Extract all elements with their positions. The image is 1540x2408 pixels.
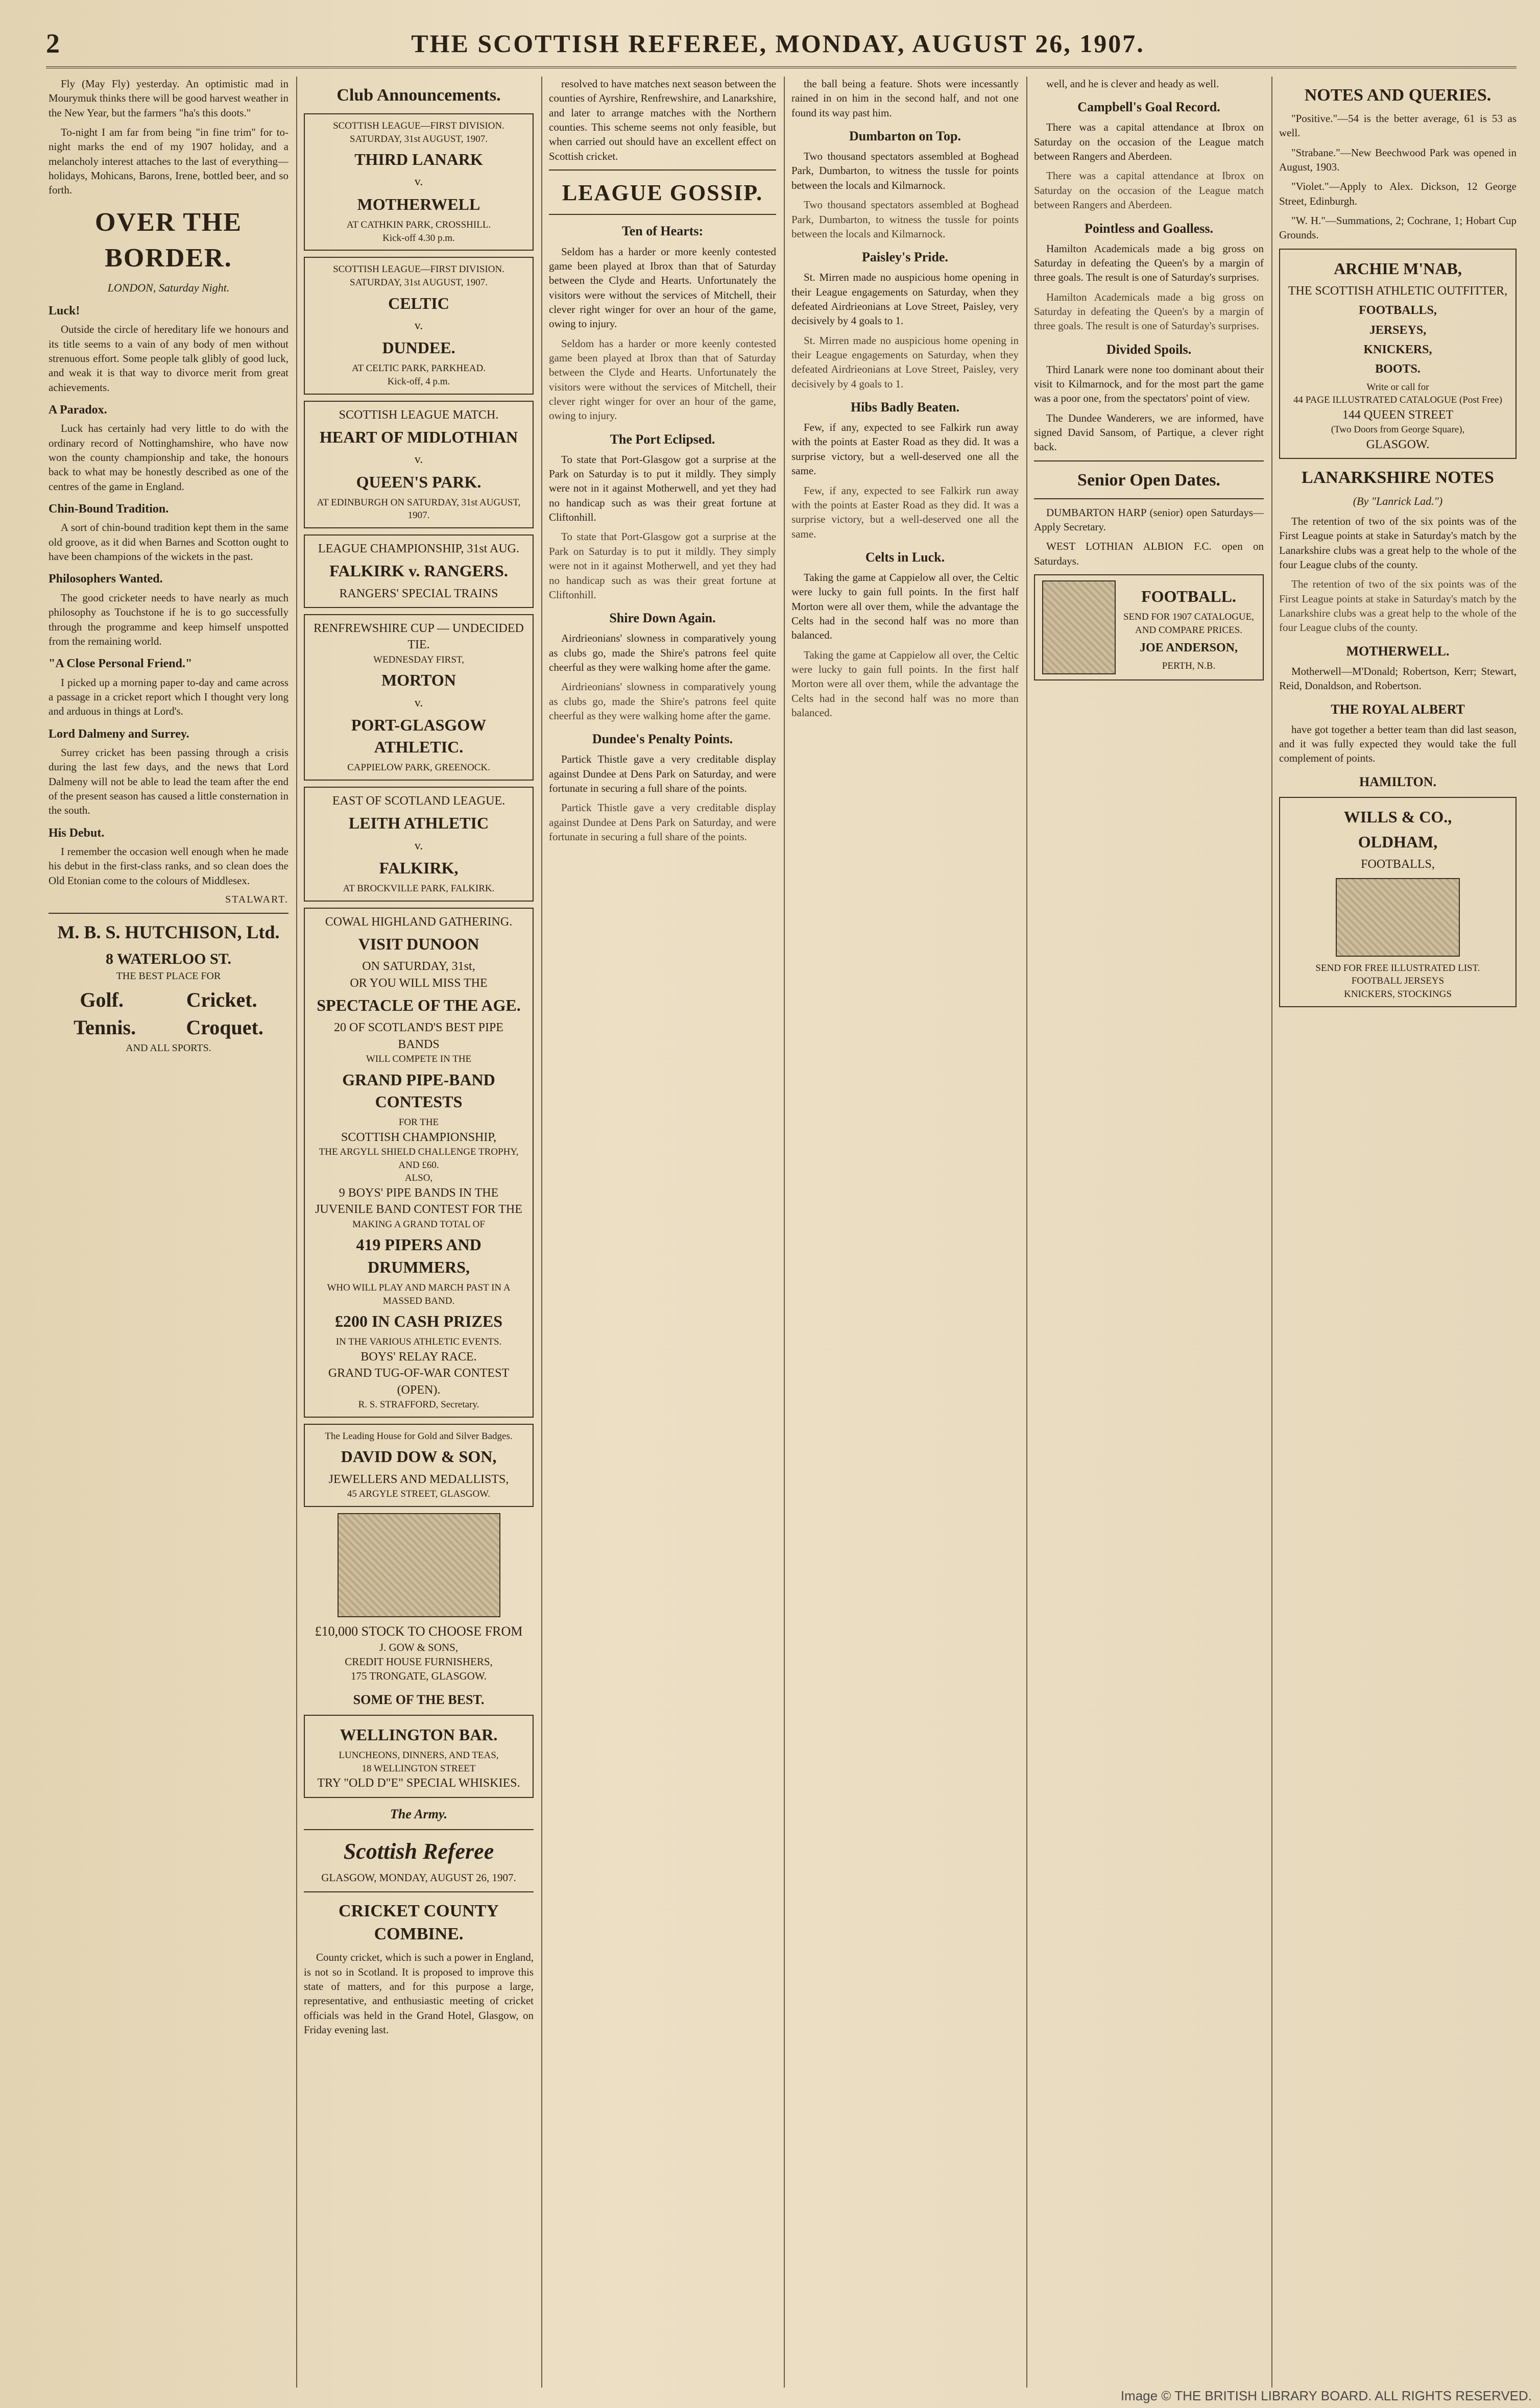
section-heading: Club Announcements. bbox=[336, 86, 501, 105]
section-heading: Dumbarton on Top. bbox=[849, 129, 961, 144]
column-2: Club Announcements. SCOTTISH LEAGUE—FIRST DIVISION. SATURDAY, 31st AUGUST, 1907. THIRD LANARK v. MOTHERWELL AT CATHKIN PARK, CROSSHILL. Kick-off 4.30 p.m. SCOTTISH LEAGUE—FIRST DIVISION. SATURDAY, 31st AUGUST, 1907. CELTIC v. DUNDEE. AT CELTIC PARK, PARKHEAD. Kick-off, 4 p.m. SCOTTISH LEAGUE MATCH. HEART OF MIDLOTHIAN v. QUEEN'S PARK. AT EDINBURGH ON SATURDAY, 31st AUGUST, 1907. LEAGUE CHAMPIONSHIP, 31st AUG. FALKIRK v. RANGERS. RANGERS' SPECIAL TRAINS RENFREWSHIRE CUP — UNDECIDED TIE. WEDNESDAY FIRST, MORTON v. PORT-GLASGOW ATHLETIC. CAPPIELOW PARK, GREENOCK. EAST OF SCOTLAND LEAGUE. LEITH ATHLETIC v. FALKIRK, AT BROCKVILLE PARK, FALKIRK. COWAL HIGHLAND GATHERING. VISIT DUNOON ON SATURDAY, 31st, OR YOU WILL MISS THE SPECTACLE OF THE AGE. 20 OF SCOTLAND'S BEST PIPE BANDS WILL COMPETE IN THE GRAND PIPE-BAND CONTESTS FOR THE SCOTTISH CHAMPIONSHIP, THE ARGYLL SHIELD CHALLENGE TROPHY, AND £60. ALSO, 9 BOYS' PIPE BANDS IN THE JUVENILE BAND CONTEST FOR THE MAKING A GRAND TOTAL OF 419 PIPERS AND DRUMMERS, WHO WILL PLAY AND MARCH PAST IN A MASSED BAND. £200 IN CASH PRIZES IN THE VARIOUS ATHLETIC EVENTS. BOYS' RELAY RACE. GRAND TUG-OF-WAR CONTEST (OPEN). R. S. STRAFFORD, Secretary. The Leading House for Gold and Silver Badges. DAVID DOW & SON, JEWELLERS AND MEDALLISTS, 45 ARGYLE STREET, GLASGOW. £10,000 STOCK TO CHOOSE FROM J. GOW & SONS, CREDIT HOUSE FURNISHERS, 175 TRONGATE, GLASGOW. SOME OF THE BEST. WELLINGTON BAR. LUNCHEONS, DINNERS, AND TEAS, 18 WELLINGTON STREET TRY "OLD D"E" SPECIAL WHISKIES. The Army. Scottish Referee GLASGOW, MONDAY, AUGUST 26, 1907. CRICKET COUNTY COMBINE. County cricket, which is such a power in England, is not so in Scotland. It is proposed to improve this state of matters, and for this purpose a large, representative, and enthusiastic meeting of cricket officials was held in the Grand Hotel, Glasgow, on Friday evening last. bbox=[304, 77, 534, 2388]
column-rule bbox=[784, 77, 785, 2388]
ad-footer: AND ALL SPORTS. bbox=[126, 1042, 211, 1054]
dateline: LONDON, Saturday Night. bbox=[107, 281, 230, 295]
paragraph: To state that Port-Glasgow got a surprise at the Park on Saturday is to put it mildly. They simply were not in it against Motherwell, and yet they had no handicap such as was their great fortune at Cliftonhill. bbox=[549, 530, 776, 601]
article-heading: OVER THE BORDER. bbox=[94, 207, 243, 273]
fixture-box: RENFREWSHIRE CUP — UNDECIDED TIE. WEDNESDAY FIRST, MORTON v. PORT-GLASGOW ATHLETIC. CAPPIELOW PARK, GREENOCK. bbox=[304, 614, 534, 781]
paragraph: WEST LOTHIAN ALBION F.C. open on Saturdays. bbox=[1034, 540, 1264, 567]
article-heading: LEAGUE GOSSIP. bbox=[562, 180, 763, 206]
paragraph: A sort of chin-bound tradition kept them in the same old groove, as it did when Barnes and Scotton ought to have been champions of the wickets in the past. bbox=[49, 521, 288, 563]
fixture-box: EAST OF SCOTLAND LEAGUE. LEITH ATHLETIC v. FALKIRK, AT BROCKVILLE PARK, FALKIRK. bbox=[304, 787, 534, 902]
masthead bbox=[46, 20, 1517, 68]
paragraph: Taking the game at Cappielow all over, the Celtic were lucky to gain full points. In the first half Morton were all over them, while the advantage the Celts had in the second half was no more than balanced. bbox=[791, 571, 1019, 642]
column-rule bbox=[1026, 77, 1027, 2388]
furniture-illustration bbox=[338, 1513, 500, 1617]
column-rule bbox=[1271, 77, 1272, 2388]
section-heading: Hibs Badly Beaten. bbox=[850, 400, 960, 415]
paragraph: Few, if any, expected to see Falkirk run away with the points at Easter Road as they did. It was a surprise victory, but a well-deserved one all the same. bbox=[791, 484, 1019, 540]
section-heading: Ten of Hearts: bbox=[621, 224, 704, 239]
paragraph: have got together a better team than did last season, and it was fully expected they would take the full complement of points. bbox=[1279, 723, 1517, 765]
section-heading: Celts in Luck. bbox=[865, 549, 945, 565]
section-heading: Senior Open Dates. bbox=[1077, 470, 1220, 490]
section-heading: Luck! bbox=[49, 304, 80, 318]
column-rule bbox=[541, 77, 542, 2388]
paragraph: There was a capital attendance at Ibrox on Saturday on the occasion of the League match between Rangers and Aberdeen. bbox=[1034, 121, 1264, 163]
query: "Violet."—Apply to Alex. Dickson, 12 George Street, Edinburgh. bbox=[1279, 180, 1517, 207]
paragraph: DUMBARTON HARP (senior) open Saturdays—Apply Secretary. bbox=[1034, 506, 1264, 533]
hutchison-ad bbox=[49, 920, 288, 1055]
ad-name: M. B. S. HUTCHISON, Ltd. bbox=[57, 922, 280, 943]
section-heading: The Port Eclipsed. bbox=[610, 431, 715, 447]
section-heading: Pointless and Goalless. bbox=[1084, 221, 1214, 236]
paragraph: Fly (May Fly) yesterday. An optimistic mad in Mourymuk thinks there will be good harvest weather in the New Year, but the farmers "ha's this doots." bbox=[49, 78, 288, 119]
section-heading: MOTHERWELL. bbox=[1346, 643, 1450, 659]
paragraph: resolved to have matches next season between the counties of Ayrshire, Renfrewshire, and Lanarkshire, and later to arrange matches with the Northern counties. This scheme seems not only feasible, but when carried out should have an excellent effect on Scottish cricket. bbox=[549, 78, 776, 162]
ad-item: Tennis. bbox=[74, 1016, 136, 1039]
query: "Strabane."—New Beechwood Park was opened in August, 1903. bbox=[1279, 146, 1517, 173]
footballer-illustration bbox=[1042, 580, 1116, 674]
paragraph: The retention of two of the six points was of the First League points at stake in Saturday's match by the Lanarkshire clubs was a great help to the whole of the four League clubs of the county. bbox=[1279, 515, 1517, 571]
column-5 bbox=[1034, 77, 1264, 2388]
ad-item: Cricket. bbox=[186, 988, 257, 1012]
paragraph: Seldom has a harder or more keenly contested game been played at Ibrox than that of Saturday between the Clyde and Hearts. Unfortunately the visitors were without the services of Mitchell, their clever right winger for over an hour of the game, owing to injury. bbox=[549, 337, 776, 422]
section-heading: Paisley's Pride. bbox=[862, 250, 948, 265]
paragraph: There was a capital attendance at Ibrox on Saturday on the occasion of the League match between Rangers and Aberdeen. bbox=[1034, 169, 1264, 211]
article-heading: CRICKET COUNTY COMBINE. bbox=[339, 1901, 499, 1944]
section-heading: Chin-Bound Tradition. bbox=[49, 502, 169, 516]
fixture-box: SCOTTISH LEAGUE—FIRST DIVISION. SATURDAY, 31st AUGUST, 1907. CELTIC v. DUNDEE. AT CELTIC PARK, PARKHEAD. Kick-off, 4 p.m. bbox=[304, 257, 534, 394]
section-heading: His Debut. bbox=[49, 826, 105, 840]
section-heading: Campbell's Goal Record. bbox=[1077, 100, 1220, 115]
paragraph: To state that Port-Glasgow got a surprise at the Park on Saturday is to put it mildly. They simply were not in it against Motherwell, and yet they had no handicap such as was their great fortune at Cliftonhill. bbox=[549, 453, 776, 524]
image-credit: Image © THE BRITISH LIBRARY BOARD. ALL RIGHTS RESERVED. bbox=[1120, 2388, 1532, 2403]
masthead-title: THE SCOTTISH REFEREE, MONDAY, AUGUST 26, 1907. bbox=[411, 29, 1145, 58]
paragraph: Outside the circle of hereditary life we honours and its title seems to a vain of any body of men without strenuous effort. Some people talk glibly of good luck, and weak it is that way to divorce merit from great achievements. bbox=[49, 323, 288, 394]
fixture-box: LEAGUE CHAMPIONSHIP, 31st AUG. FALKIRK v. RANGERS. RANGERS' SPECIAL TRAINS bbox=[304, 534, 534, 608]
cowal-gathering-ad: COWAL HIGHLAND GATHERING. VISIT DUNOON ON SATURDAY, 31st, OR YOU WILL MISS THE SPECTACLE OF THE AGE. 20 OF SCOTLAND'S BEST PIPE BANDS WILL COMPETE IN THE GRAND PIPE-BAND CONTESTS FOR THE SCOTTISH CHAMPIONSHIP, THE ARGYLL SHIELD CHALLENGE TROPHY, AND £60. ALSO, 9 BOYS' PIPE BANDS IN THE JUVENILE BAND CONTEST FOR THE MAKING A GRAND TOTAL OF 419 PIPERS AND DRUMMERS, WHO WILL PLAY AND MARCH PAST IN A MASSED BAND. £200 IN CASH PRIZES IN THE VARIOUS ATHLETIC EVENTS. BOYS' RELAY RACE. GRAND TUG-OF-WAR CONTEST (OPEN). R. S. STRAFFORD, Secretary. bbox=[304, 908, 534, 1418]
query: "W. H."—Summations, 2; Cochrane, 1; Hobart Cup Grounds. bbox=[1279, 214, 1517, 241]
referee-nameplate: Scottish Referee bbox=[343, 1838, 494, 1864]
referee-date: GLASGOW, MONDAY, AUGUST 26, 1907. bbox=[321, 1871, 516, 1884]
section-heading: "A Close Personal Friend." bbox=[49, 657, 192, 671]
page-number: 2 bbox=[46, 28, 60, 59]
paragraph: Partick Thistle gave a very creditable display against Dundee at Dens Park on Saturday, and were fortunate in securing a full share of the points. bbox=[549, 801, 776, 843]
column-6 bbox=[1279, 77, 1517, 2388]
section-heading: HAMILTON. bbox=[1359, 774, 1436, 789]
paragraph: Motherwell—M'Donald; Robertson, Kerr; Stewart, Reid, Donaldson, and Robertson. bbox=[1279, 665, 1517, 692]
section-heading: Philosophers Wanted. bbox=[49, 572, 163, 586]
column-rule bbox=[296, 77, 297, 2388]
paragraph: St. Mirren made no auspicious home opening in their League engagements on Saturday, when they defeated Airdrieonians at Love Street, Paisley, very decisively by 4 goals to 1. bbox=[791, 334, 1019, 390]
paragraph: The Dundee Wanderers, we are informed, have signed David Sansom, of Partique, a clever right back. bbox=[1034, 411, 1264, 453]
paragraph: Seldom has a harder or more keenly contested game been played at Ibrox than that of Saturday between the Clyde and Hearts. Unfortunately the visitors were without the services of Mitchell, their clever right winger for over an hour of the game, owing to injury. bbox=[549, 245, 776, 330]
column-3 bbox=[549, 77, 776, 2388]
ad-tagline: THE BEST PLACE FOR bbox=[116, 970, 221, 982]
paragraph: I remember the occasion well enough when he made his debut in the first-class ranks, and so clean does the Old Etonian come to the colours of Middlesex. bbox=[49, 845, 288, 887]
dow-jewellers-ad: The Leading House for Gold and Silver Badges. DAVID DOW & SON, JEWELLERS AND MEDALLISTS, 45 ARGYLE STREET, GLASGOW. bbox=[304, 1424, 534, 1507]
paragraph: St. Mirren made no auspicious home opening in their League engagements on Saturday, when they defeated Airdrieonians at Love Street, Paisley, very decisively by 4 goals to 1. bbox=[791, 271, 1019, 327]
signature: STALWART. bbox=[225, 894, 288, 906]
paragraph: Taking the game at Cappielow all over, the Celtic were lucky to gain full points. In the first half Morton were all over them, while the advantage the Celts had in the second half was no more than balanced. bbox=[791, 648, 1019, 719]
paragraph: Airdrieonians' slowness in comparatively young as clubs go, made the Shire's patrons feel quite cheerful as they were walking home after the game. bbox=[549, 680, 776, 722]
paragraph: Airdrieonians' slowness in comparatively young as clubs go, made the Shire's patrons feel quite cheerful as they were walking home after the game. bbox=[549, 632, 776, 673]
footballer-illustration bbox=[1336, 878, 1459, 957]
byline: (By "Lanrick Lad.") bbox=[1353, 495, 1443, 508]
section-heading: Shire Down Again. bbox=[609, 611, 716, 626]
paragraph: Surrey cricket has been passing through a crisis during the last few days, and the news that Lord Dalmeny will not be able to lead the team after the end of the present season has caused a little consternation in the south. bbox=[49, 746, 288, 817]
section-heading: Divided Spoils. bbox=[1106, 342, 1192, 357]
paragraph: Two thousand spectators assembled at Boghead Park, Dumbarton, to witness the tussle for points between the locals and Kilmarnock. bbox=[791, 199, 1019, 240]
fixture-box: SCOTTISH LEAGUE—FIRST DIVISION. SATURDAY, 31st AUGUST, 1907. THIRD LANARK v. MOTHERWELL AT CATHKIN PARK, CROSSHILL. Kick-off 4.30 p.m. bbox=[304, 113, 534, 251]
section-heading: NOTES AND QUERIES. bbox=[1304, 86, 1491, 105]
ad-item: Golf. bbox=[80, 988, 124, 1012]
archie-mnab-ad: ARCHIE M'NAB, THE SCOTTISH ATHLETIC OUTFITTER, FOOTBALLS, JERSEYS, KNICKERS, BOOTS. Write or call for 44 PAGE ILLUSTRATED CATALOGUE (Post Free) 144 QUEEN STREET (Two Doors from George Square), GLASGOW. bbox=[1279, 249, 1517, 459]
section-heading: THE ROYAL ALBERT bbox=[1331, 701, 1465, 717]
paragraph: To-night I am far from being "in fine trim" for to-night marks the end of my 1907 holiday, and a melancholy interest attaches to the last of everything—holidays, Mohicans, Barons, Irene, bottled beer, and so forth. bbox=[49, 126, 288, 197]
gow-furnishers-ad: £10,000 STOCK TO CHOOSE FROM J. GOW & SONS, CREDIT HOUSE FURNISHERS, 175 TRONGATE, GLASGOW. bbox=[315, 1623, 523, 1683]
paragraph: Two thousand spectators assembled at Boghead Park, Dumbarton, to witness the tussle for points between the locals and Kilmarnock. bbox=[791, 150, 1019, 191]
anderson-football-ad: FOOTBALL. SEND FOR 1907 CATALOGUE, AND COMPARE PRICES. JOE ANDERSON, PERTH, N.B. bbox=[1034, 574, 1264, 680]
section-heading: Dundee's Penalty Points. bbox=[592, 732, 733, 747]
column-1 bbox=[49, 77, 288, 2388]
ad-item: Croquet. bbox=[186, 1016, 263, 1039]
paragraph: Hamilton Academicals made a big gross on Saturday in defeating the Queen's by a margin of three goals. The result is one of Saturday's surprises. bbox=[1034, 290, 1264, 332]
section-heading: Lord Dalmeny and Surrey. bbox=[49, 727, 189, 741]
paragraph: Hamilton Academicals made a big gross on Saturday in defeating the Queen's by a margin of three goals. The result is one of Saturday's surprises. bbox=[1034, 242, 1264, 284]
fixture-box: SCOTTISH LEAGUE MATCH. HEART OF MIDLOTHIAN v. QUEEN'S PARK. AT EDINBURGH ON SATURDAY, 31st AUGUST, 1907. bbox=[304, 401, 534, 528]
section-heading: A Paradox. bbox=[49, 403, 107, 417]
paragraph: The retention of two of the six points was of the First League points at stake in Saturday's match by the Lanarkshire clubs was a great help to the whole of the four League clubs of the county. bbox=[1279, 578, 1517, 634]
paragraph: well, and he is clever and heady as well. bbox=[1046, 78, 1219, 90]
wellington-bar-ad: WELLINGTON BAR. LUNCHEONS, DINNERS, AND TEAS, 18 WELLINGTON STREET TRY "OLD D"E" SPECIAL WHISKIES. bbox=[304, 1715, 534, 1798]
column-4 bbox=[791, 77, 1019, 2388]
paragraph: County cricket, which is such a power in England, is not so in Scotland. It is proposed to improve this state of matters, and for this purpose a large, representative, and enthusiastic meeting of cricket officials was held in the Grand Hotel, Glasgow, on Friday evening last. bbox=[304, 1951, 534, 2036]
paragraph: Few, if any, expected to see Falkirk run away with the points at Easter Road as they did. It was a surprise victory, but a well-deserved one all the same. bbox=[791, 421, 1019, 477]
paragraph: I picked up a morning paper to-day and came across a passage in a cricket report which I thought very long and arduous in things at Lord's. bbox=[49, 676, 288, 718]
paragraph: The good cricketer needs to have nearly as much philosophy as Touchstone if he is to go successfully through the programme and keep himself unspotted from the remaining world. bbox=[49, 591, 288, 647]
ad-address: 8 WATERLOO ST. bbox=[106, 950, 231, 967]
query: "Positive."—54 is the better average, 61 is 53 as well. bbox=[1279, 112, 1517, 139]
wills-football-ad: WILLS & CO., OLDHAM, FOOTBALLS, SEND FOR FREE ILLUSTRATED LIST. FOOTBALL JERSEYS KNICKERS, STOCKINGS bbox=[1279, 797, 1517, 1007]
paragraph: Third Lanark were none too dominant about their visit to Kilmarnock, and for the most part the game was a poor one, from the spectators' point of view. bbox=[1034, 363, 1264, 405]
article-heading: LANARKSHIRE NOTES bbox=[1302, 468, 1494, 488]
paragraph: the ball being a feature. Shots were incessantly rained in on him in the second half, and not one found its way past him. bbox=[791, 78, 1019, 119]
paragraph: Partick Thistle gave a very creditable display against Dundee at Dens Park on Saturday, and were fortunate in securing a full share of the points. bbox=[549, 753, 776, 795]
paragraph: Luck has certainly had very little to do with the ordinary record of Nottinghamshire, who have now won the county championship and take, the honours back to what may be honestly described as one of the centres of the game in England. bbox=[49, 422, 288, 493]
